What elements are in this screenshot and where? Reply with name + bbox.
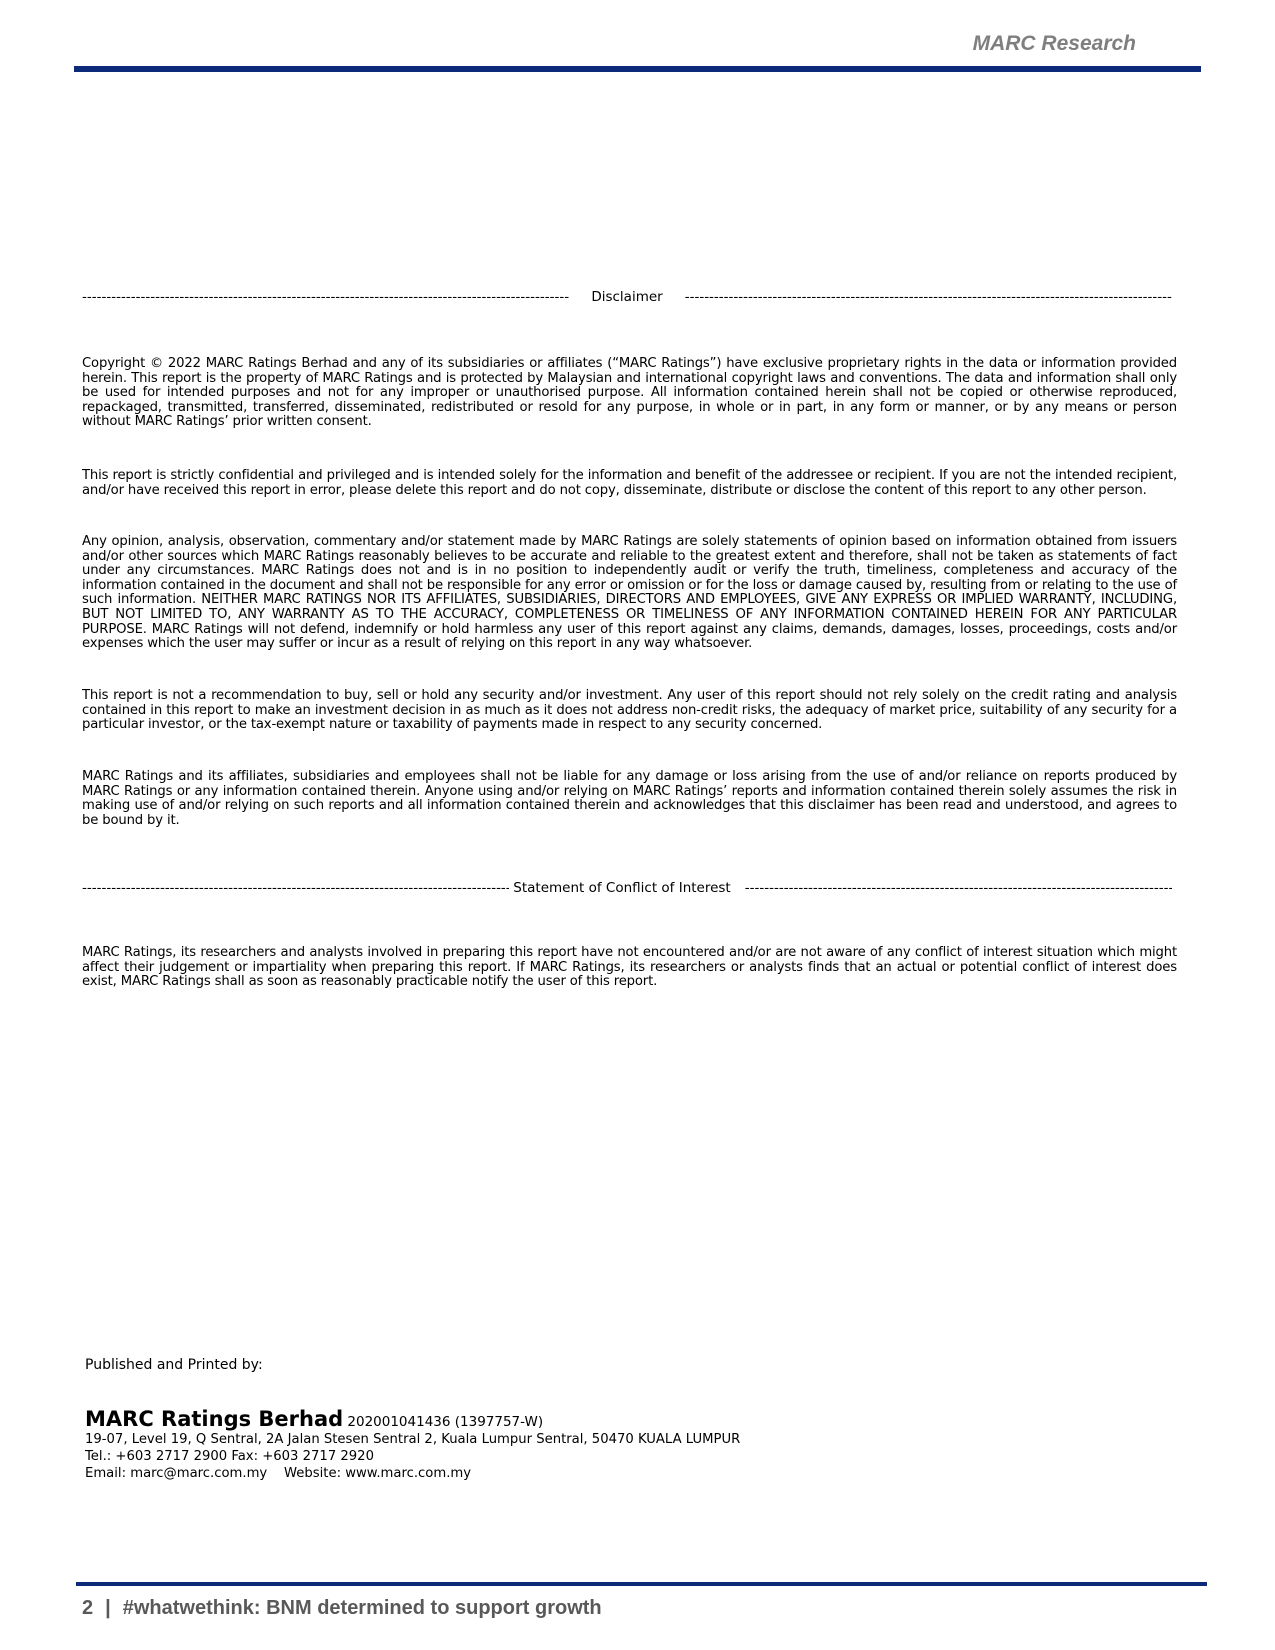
disclaimer-paragraph-confidential: This report is strictly confidential and privileged and is intended solely for the information and benefit of the addressee or recipient. If you are not the intended recipient, and/or have received this report in error, please delete this report and do not copy, disseminate, distribute or disclose the content of this report to any other person. [82,468,1177,498]
published-by-label: Published and Printed by: [85,1357,263,1373]
divider-dashes-left [82,880,509,896]
divider-dashes-left [82,289,569,305]
footer-separator: | [105,1597,111,1619]
publisher-phone: Tel.: +603 2717 2900 Fax: +603 2717 2920 [85,1449,374,1464]
divider-dashes-right [745,880,1172,896]
disclaimer-paragraph-copyright: Copyright © 2022 MARC Ratings Berhad and any of its subsidiaries or affiliates (“MARC Ratings”) have exclusive proprietary rights in the data or information provided herein. This report is the property of MARC Ratings and is protected by Malaysian and international copyright laws and conventions. The data and information shall only be used for intended purposes and not for any improper or unauthorised purpose. All information contained herein shall not be copied or otherwise reproduced, repackaged, transmitted, transferred, disseminated, redistributed or resold for any purpose, in whole or in part, in any form or manner, or by any means or person without MARC Ratings’ prior written consent. [82,356,1177,430]
page-footer [82,1597,602,1620]
bottom-rule [76,1582,1207,1586]
header-brand: MARC Research [972,32,1136,55]
top-rule [74,66,1201,72]
page-number: 2 [82,1597,94,1619]
disclaimer-paragraph-opinion: Any opinion, analysis, observation, commentary and/or statement made by MARC Ratings are solely statements of opinion based on information obtained from issuers and/or other sources which MARC Ratings reasonably believes to be accurate and reliable to the greatest extent and therefore, shall not be taken as statements of fact under any circumstances. MARC Ratings does not and is in no position to independently audit or verify the truth, timeliness, completeness and accuracy of the information contained in the document and shall not be responsible for any error or omission or for the loss or damage caused by, resulting from or relating to the use of such information. NEITHER MARC RATINGS NOR ITS AFFILIATES, SUBSIDIARIES, DIRECTORS AND EMPLOYEES, GIVE ANY EXPRESS OR IMPLIED WARRANTY, INCLUDING, BUT NOT LIMITED TO, ANY WARRANTY AS TO THE ACCURACY, COMPLETENESS OR TIMELINESS OF ANY INFORMATION CONTAINED HEREIN FOR ANY PARTICULAR PURPOSE. MARC Ratings will not defend, indemnify or hold harmless any user of this report against any claims, demands, damages, losses, proceedings, costs and/or expenses which the user may suffer or incur as a result of relying on this report in any way whatsoever. [82,534,1177,652]
footer-title: #whatwethink: BNM determined to support growth [122,1597,602,1619]
conflict-paragraph: MARC Ratings, its researchers and analysts involved in preparing this report have not encountered and/or are not aware of any conflict of interest situation which might affect their judgement or impartiality when preparing this report. If MARC Ratings, its researchers or analysts finds that an actual or potential conflict of interest does exist, MARC Ratings shall as soon as reasonably practicable notify the user of this report. [82,945,1177,990]
conflict-heading: Statement of Conflict of Interest [513,880,731,896]
publisher-name: MARC Ratings Berhad [85,1407,344,1431]
conflict-divider [82,880,1172,896]
publisher-registration: 202001041436 (1397757-W) [347,1414,544,1430]
disclaimer-paragraph-recommendation: This report is not a recommendation to buy, sell or hold any security and/or investment. Any user of this report should not rely solely on the credit rating and analysis contained in this report to make an investment decision in as much as it does not address non-credit risks, the adequacy of market price, suitability of any security for a particular investor, or the tax-exempt nature or taxability of payments made in respect to any security concerned. [82,688,1177,733]
publisher-email: Email: marc@marc.com.my [85,1466,268,1481]
divider-dashes-right [685,289,1172,305]
disclaimer-heading: Disclaimer [591,289,663,305]
publisher-address: 19-07, Level 19, Q Sentral, 2A Jalan Stesen Sentral 2, Kuala Lumpur Sentral, 50470 KUALA LUMPUR [85,1432,741,1447]
publisher-block [85,1407,741,1482]
disclaimer-divider [82,289,1172,305]
disclaimer-paragraph-liability: MARC Ratings and its affiliates, subsidiaries and employees shall not be liable for any damage or loss arising from the use of and/or reliance on reports produced by MARC Ratings or any information contained therein. Anyone using and/or relying on MARC Ratings’ reports and information contained therein solely assumes the risk in making use of and/or relying on such reports and all information contained therein and acknowledges that this disclaimer has been read and understood, and agrees to be bound by it. [82,769,1177,828]
publisher-website: Website: www.marc.com.my [284,1466,472,1481]
